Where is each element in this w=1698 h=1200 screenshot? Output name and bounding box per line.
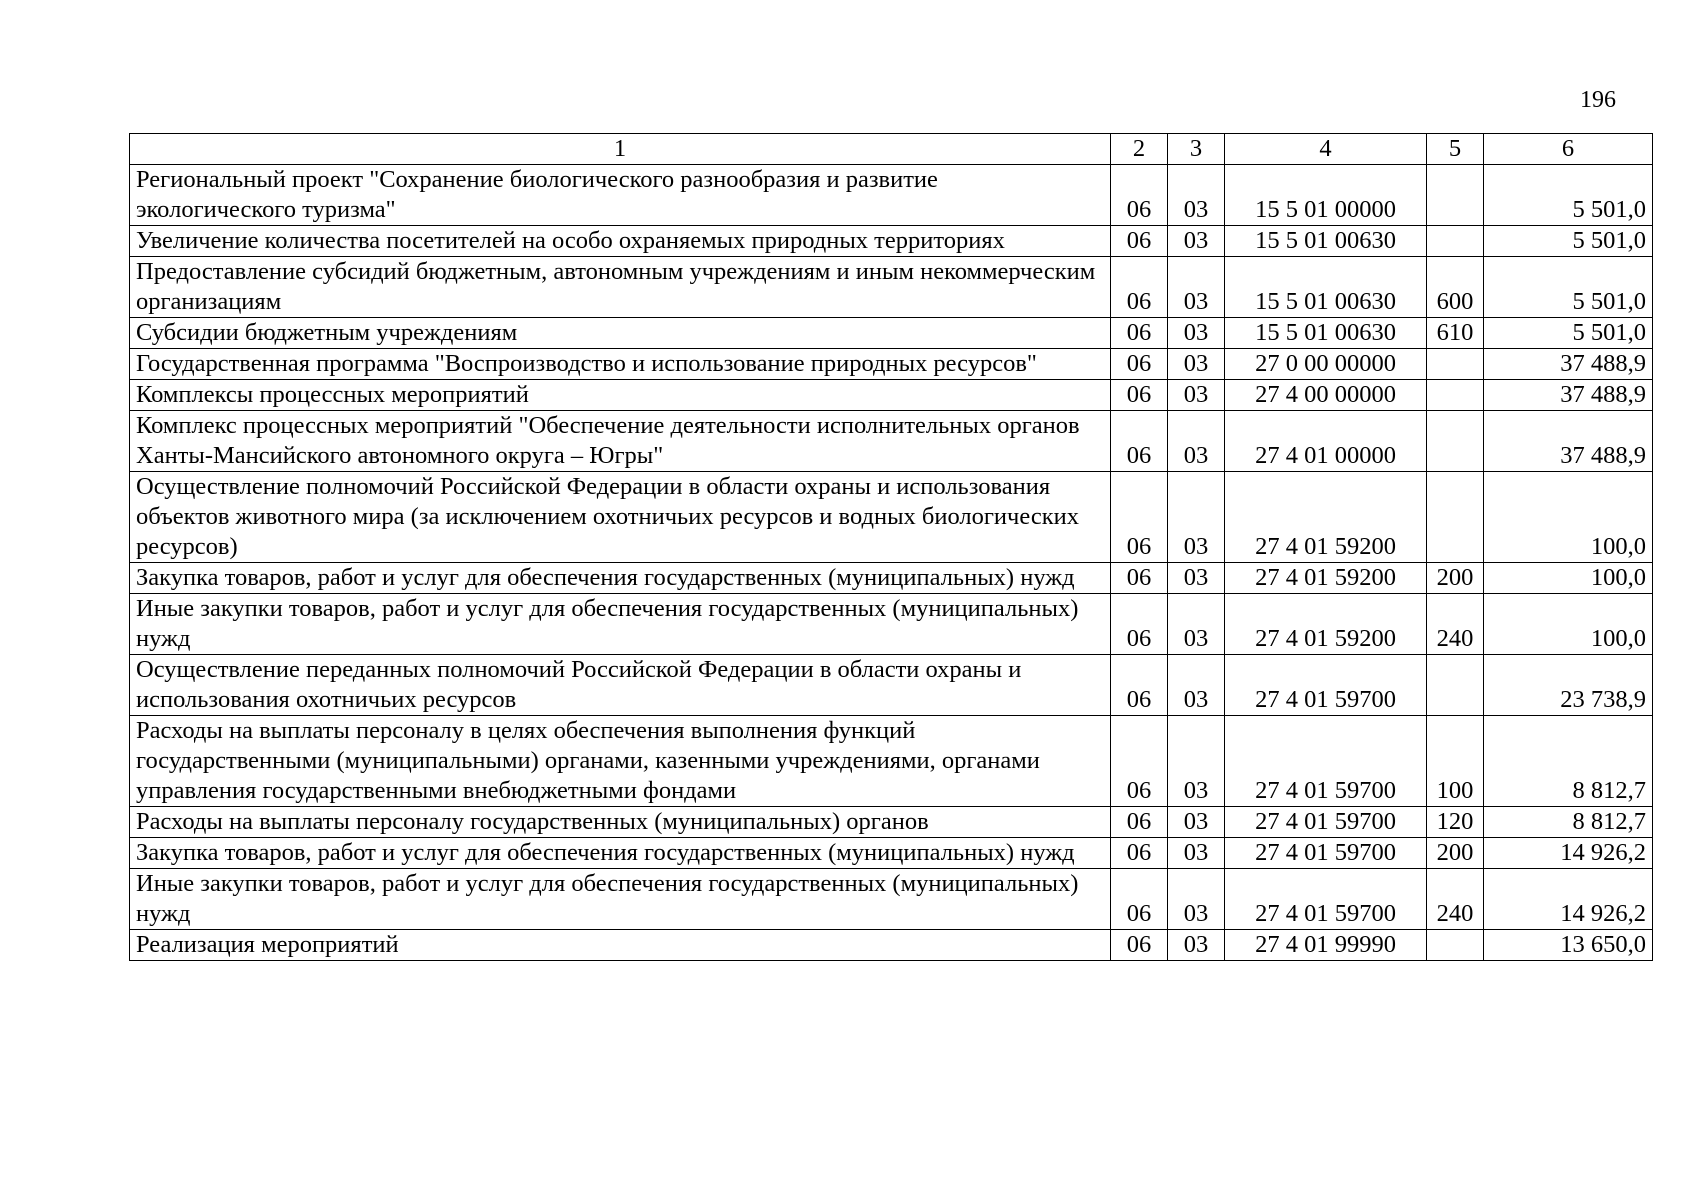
row-amount-cell: 8 812,7	[1484, 716, 1653, 807]
row-subsection-cell: 03	[1168, 349, 1225, 380]
row-amount-cell: 5 501,0	[1484, 165, 1653, 226]
row-expense-type-cell: 200	[1427, 838, 1484, 869]
column-header-2: 2	[1111, 134, 1168, 165]
row-name-cell: Закупка товаров, работ и услуг для обеспечения государственных (муниципальных) нужд	[130, 838, 1111, 869]
row-target-article-cell: 15 5 01 00000	[1225, 165, 1427, 226]
row-amount-cell: 37 488,9	[1484, 380, 1653, 411]
row-section-cell: 06	[1111, 807, 1168, 838]
row-expense-type-cell	[1427, 411, 1484, 472]
row-name-cell: Иные закупки товаров, работ и услуг для обеспечения государственных (муниципальных) нужд	[130, 869, 1111, 930]
table-row	[130, 257, 1653, 318]
row-expense-type-cell	[1427, 655, 1484, 716]
row-target-article-cell: 27 4 01 59700	[1225, 716, 1427, 807]
budget-table	[129, 133, 1653, 961]
row-amount-cell: 37 488,9	[1484, 411, 1653, 472]
row-amount-cell: 100,0	[1484, 594, 1653, 655]
row-target-article-cell: 27 4 01 00000	[1225, 411, 1427, 472]
row-amount-cell: 100,0	[1484, 472, 1653, 563]
table-row	[130, 380, 1653, 411]
table-header-row	[130, 134, 1653, 165]
table-row	[130, 869, 1653, 930]
row-name-cell: Расходы на выплаты персоналу государственных (муниципальных) органов	[130, 807, 1111, 838]
table-row	[130, 807, 1653, 838]
row-amount-cell: 5 501,0	[1484, 257, 1653, 318]
row-expense-type-cell: 200	[1427, 563, 1484, 594]
row-subsection-cell: 03	[1168, 869, 1225, 930]
column-header-6: 6	[1484, 134, 1653, 165]
row-amount-cell: 37 488,9	[1484, 349, 1653, 380]
row-expense-type-cell	[1427, 226, 1484, 257]
column-header-4: 4	[1225, 134, 1427, 165]
row-target-article-cell: 27 4 01 59700	[1225, 655, 1427, 716]
table-row	[130, 563, 1653, 594]
row-name-cell: Осуществление переданных полномочий Российской Федерации в области охраны и использования охотничьих ресурсов	[130, 655, 1111, 716]
row-expense-type-cell	[1427, 349, 1484, 380]
row-target-article-cell: 27 4 01 59200	[1225, 472, 1427, 563]
table-row	[130, 318, 1653, 349]
table-row	[130, 349, 1653, 380]
row-name-cell: Предоставление субсидий бюджетным, автономным учреждениям и иным некоммерческим организациям	[130, 257, 1111, 318]
row-target-article-cell: 15 5 01 00630	[1225, 257, 1427, 318]
row-name-cell: Иные закупки товаров, работ и услуг для обеспечения государственных (муниципальных) нужд	[130, 594, 1111, 655]
row-target-article-cell: 27 0 00 00000	[1225, 349, 1427, 380]
row-section-cell: 06	[1111, 594, 1168, 655]
table-row	[130, 411, 1653, 472]
row-target-article-cell: 27 4 01 99990	[1225, 930, 1427, 961]
row-amount-cell: 14 926,2	[1484, 869, 1653, 930]
row-target-article-cell: 27 4 01 59700	[1225, 807, 1427, 838]
table-row	[130, 472, 1653, 563]
row-section-cell: 06	[1111, 380, 1168, 411]
table-row	[130, 716, 1653, 807]
row-target-article-cell: 27 4 01 59200	[1225, 594, 1427, 655]
row-subsection-cell: 03	[1168, 380, 1225, 411]
row-subsection-cell: 03	[1168, 318, 1225, 349]
row-section-cell: 06	[1111, 716, 1168, 807]
row-subsection-cell: 03	[1168, 930, 1225, 961]
row-expense-type-cell	[1427, 472, 1484, 563]
column-header-3: 3	[1168, 134, 1225, 165]
row-section-cell: 06	[1111, 349, 1168, 380]
row-section-cell: 06	[1111, 226, 1168, 257]
row-expense-type-cell: 100	[1427, 716, 1484, 807]
table-row	[130, 594, 1653, 655]
row-amount-cell: 5 501,0	[1484, 318, 1653, 349]
table-row	[130, 655, 1653, 716]
row-expense-type-cell	[1427, 380, 1484, 411]
row-target-article-cell: 15 5 01 00630	[1225, 318, 1427, 349]
row-section-cell: 06	[1111, 165, 1168, 226]
row-target-article-cell: 27 4 00 00000	[1225, 380, 1427, 411]
row-subsection-cell: 03	[1168, 257, 1225, 318]
row-expense-type-cell: 240	[1427, 869, 1484, 930]
page-number: 196	[1580, 87, 1616, 113]
row-section-cell: 06	[1111, 472, 1168, 563]
row-expense-type-cell	[1427, 165, 1484, 226]
row-subsection-cell: 03	[1168, 716, 1225, 807]
row-name-cell: Субсидии бюджетным учреждениям	[130, 318, 1111, 349]
row-subsection-cell: 03	[1168, 165, 1225, 226]
table-row	[130, 165, 1653, 226]
row-amount-cell: 8 812,7	[1484, 807, 1653, 838]
row-expense-type-cell: 600	[1427, 257, 1484, 318]
column-header-5: 5	[1427, 134, 1484, 165]
row-expense-type-cell: 120	[1427, 807, 1484, 838]
row-section-cell: 06	[1111, 838, 1168, 869]
table-row	[130, 226, 1653, 257]
row-section-cell: 06	[1111, 563, 1168, 594]
row-subsection-cell: 03	[1168, 807, 1225, 838]
row-target-article-cell: 15 5 01 00630	[1225, 226, 1427, 257]
row-target-article-cell: 27 4 01 59200	[1225, 563, 1427, 594]
row-expense-type-cell: 240	[1427, 594, 1484, 655]
row-amount-cell: 100,0	[1484, 563, 1653, 594]
row-name-cell: Осуществление полномочий Российской Федерации в области охраны и использования объектов животного мира (за исключением охотничьих ресурсов и водных биологических ресурсов)	[130, 472, 1111, 563]
row-subsection-cell: 03	[1168, 594, 1225, 655]
row-amount-cell: 23 738,9	[1484, 655, 1653, 716]
row-amount-cell: 14 926,2	[1484, 838, 1653, 869]
row-target-article-cell: 27 4 01 59700	[1225, 838, 1427, 869]
row-section-cell: 06	[1111, 411, 1168, 472]
row-subsection-cell: 03	[1168, 226, 1225, 257]
column-header-1: 1	[130, 134, 1111, 165]
row-name-cell: Региональный проект "Сохранение биологического разнообразия и развитие экологического туризма"	[130, 165, 1111, 226]
row-name-cell: Увеличение количества посетителей на особо охраняемых природных территориях	[130, 226, 1111, 257]
row-name-cell: Комплексы процессных мероприятий	[130, 380, 1111, 411]
row-subsection-cell: 03	[1168, 472, 1225, 563]
row-name-cell: Государственная программа "Воспроизводство и использование природных ресурсов"	[130, 349, 1111, 380]
row-name-cell: Закупка товаров, работ и услуг для обеспечения государственных (муниципальных) нужд	[130, 563, 1111, 594]
table-row	[130, 930, 1653, 961]
row-name-cell: Реализация мероприятий	[130, 930, 1111, 961]
row-amount-cell: 13 650,0	[1484, 930, 1653, 961]
row-expense-type-cell: 610	[1427, 318, 1484, 349]
row-expense-type-cell	[1427, 930, 1484, 961]
row-section-cell: 06	[1111, 318, 1168, 349]
row-section-cell: 06	[1111, 655, 1168, 716]
row-target-article-cell: 27 4 01 59700	[1225, 869, 1427, 930]
row-subsection-cell: 03	[1168, 655, 1225, 716]
row-section-cell: 06	[1111, 257, 1168, 318]
row-subsection-cell: 03	[1168, 838, 1225, 869]
row-subsection-cell: 03	[1168, 563, 1225, 594]
row-name-cell: Комплекс процессных мероприятий "Обеспечение деятельности исполнительных органов Ханты-Мансийского автономного округа – Югры"	[130, 411, 1111, 472]
row-subsection-cell: 03	[1168, 411, 1225, 472]
table-body	[130, 165, 1653, 961]
row-amount-cell: 5 501,0	[1484, 226, 1653, 257]
row-name-cell: Расходы на выплаты персоналу в целях обеспечения выполнения функций государственными (муниципальными) органами, казенными учреждениями, органами управления государственными внебюджетными фондами	[130, 716, 1111, 807]
row-section-cell: 06	[1111, 869, 1168, 930]
row-section-cell: 06	[1111, 930, 1168, 961]
table-row	[130, 838, 1653, 869]
